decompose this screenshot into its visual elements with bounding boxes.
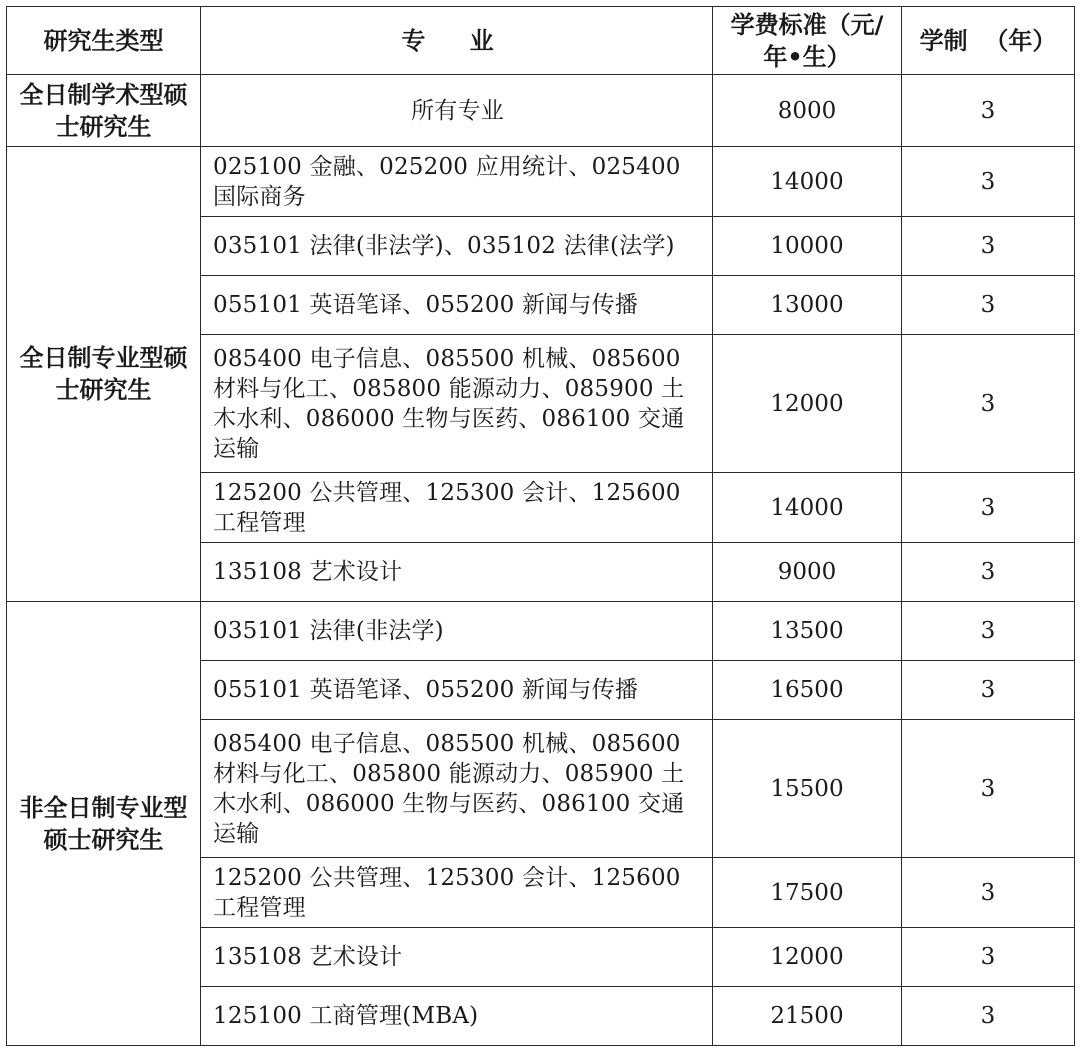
table-row xyxy=(7,75,1075,147)
years-cell: 3 xyxy=(902,75,1075,147)
fee-cell: 13500 xyxy=(713,602,902,661)
student-type-cell: 全日制学术型硕士研究生 xyxy=(7,75,201,147)
years-cell: 3 xyxy=(902,473,1075,543)
header-major: 专 业 xyxy=(201,7,713,75)
years-cell: 3 xyxy=(902,335,1075,473)
student-type-cell: 全日制专业型硕士研究生 xyxy=(7,147,201,602)
fee-cell: 12000 xyxy=(713,928,902,987)
major-cell: 135108 艺术设计 xyxy=(201,543,713,602)
fee-cell: 10000 xyxy=(713,217,902,276)
table-header-row xyxy=(7,7,1075,75)
major-cell: 055101 英语笔译、055200 新闻与传播 xyxy=(201,276,713,335)
fee-cell: 8000 xyxy=(713,75,902,147)
fee-cell: 14000 xyxy=(713,473,902,543)
major-cell: 035101 法律(非法学)、035102 法律(法学) xyxy=(201,217,713,276)
tuition-table xyxy=(6,6,1075,1046)
major-cell: 135108 艺术设计 xyxy=(201,928,713,987)
years-cell: 3 xyxy=(902,543,1075,602)
fee-cell: 9000 xyxy=(713,543,902,602)
years-cell: 3 xyxy=(902,217,1075,276)
years-cell: 3 xyxy=(902,276,1075,335)
fee-cell: 21500 xyxy=(713,987,902,1046)
fee-cell: 14000 xyxy=(713,147,902,217)
years-cell: 3 xyxy=(902,858,1075,928)
major-cell: 125200 公共管理、125300 会计、125600 工程管理 xyxy=(201,858,713,928)
major-cell: 025100 金融、025200 应用统计、025400 国际商务 xyxy=(201,147,713,217)
fee-cell: 17500 xyxy=(713,858,902,928)
fee-cell: 16500 xyxy=(713,661,902,720)
major-cell: 035101 法律(非法学) xyxy=(201,602,713,661)
major-cell: 125100 工商管理(MBA) xyxy=(201,987,713,1046)
fee-cell: 15500 xyxy=(713,720,902,858)
major-cell: 所有专业 xyxy=(201,75,713,147)
years-cell: 3 xyxy=(902,987,1075,1046)
major-cell: 055101 英语笔译、055200 新闻与传播 xyxy=(201,661,713,720)
major-cell: 125200 公共管理、125300 会计、125600 工程管理 xyxy=(201,473,713,543)
header-fee: 学费标准（元/年•生） xyxy=(713,7,902,75)
years-cell: 3 xyxy=(902,602,1075,661)
table-row xyxy=(7,147,1075,217)
years-cell: 3 xyxy=(902,928,1075,987)
student-type-cell: 非全日制专业型硕士研究生 xyxy=(7,602,201,1046)
years-cell: 3 xyxy=(902,720,1075,858)
table-row xyxy=(7,602,1075,661)
major-cell: 085400 电子信息、085500 机械、085600 材料与化工、085800 能源动力、085900 土木水利、086000 生物与医药、086100 交通运输 xyxy=(201,335,713,473)
fee-cell: 13000 xyxy=(713,276,902,335)
header-duration: 学制 （年） xyxy=(902,7,1075,75)
major-cell: 085400 电子信息、085500 机械、085600 材料与化工、085800 能源动力、085900 土木水利、086000 生物与医药、086100 交通运输 xyxy=(201,720,713,858)
header-type: 研究生类型 xyxy=(7,7,201,75)
fee-cell: 12000 xyxy=(713,335,902,473)
years-cell: 3 xyxy=(902,661,1075,720)
years-cell: 3 xyxy=(902,147,1075,217)
